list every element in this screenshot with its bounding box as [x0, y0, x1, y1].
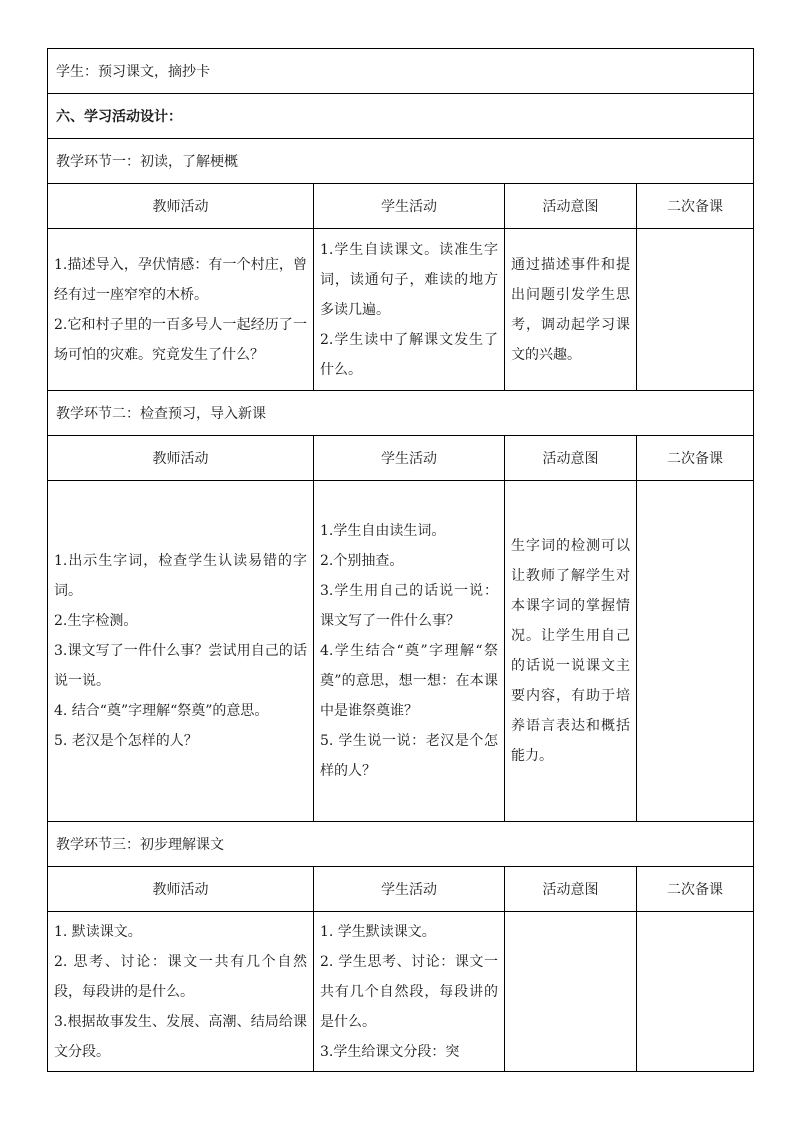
intent-text: 通过描述事件和提出问题引发学生思考，调动起学习课文的兴趣。	[511, 256, 630, 363]
second-prep-cell	[637, 912, 754, 1072]
teacher-item: 3.课文写了一件什么事？尝试用自己的话说一说。	[54, 643, 307, 689]
student-cell	[314, 481, 505, 822]
student-item: 2.学生读中了解课文发生了什么。	[320, 331, 498, 378]
teacher-cell	[48, 481, 314, 822]
intent-cell	[505, 229, 637, 391]
student-item: 2. 学生思考、讨论：课文一共有几个自然段，每段讲的是什么。	[320, 953, 498, 1030]
stage-title-row	[48, 139, 754, 184]
header-second: 二次备课	[637, 184, 754, 229]
teacher-item: 4. 结合“奠”字理解“祭奠”的意思。	[54, 703, 269, 719]
student-item: 1. 学生默读课文。	[320, 923, 436, 940]
student-cell	[314, 912, 505, 1072]
second-prep-cell	[637, 229, 754, 391]
student-item: 4.学生结合“奠”字理解“祭奠”的意思，想一想：在本课中是谁祭奠谁？	[320, 643, 498, 719]
activity-row	[48, 481, 754, 822]
prep-row	[48, 49, 754, 94]
section-heading: 六、学习活动设计：	[48, 94, 754, 139]
teacher-item: 2. 思考、讨论：课文一共有几个自然段，每段讲的是什么。	[54, 953, 307, 1000]
student-item: 3.学生给课文分段：突	[320, 1043, 460, 1060]
header-student: 学生活动	[314, 184, 505, 229]
header-teacher: 教师活动	[48, 867, 314, 912]
stage-title-row	[48, 391, 754, 436]
teacher-item: 1.出示生字词，检查学生认读易错的字词。	[54, 553, 307, 599]
teacher-item: 2.它和村子里的一百多号人一起经历了一场可怕的灾难。究竟发生了什么？	[54, 316, 307, 363]
stage-title: 教学环节一：初读，了解梗概	[48, 139, 754, 184]
activity-row	[48, 912, 754, 1072]
prep-cell: 学生：预习课文，摘抄卡	[48, 49, 754, 94]
activity-row	[48, 229, 754, 391]
student-item: 2.个别抽查。	[320, 553, 404, 569]
header-intent: 活动意图	[505, 867, 637, 912]
column-header-row	[48, 184, 754, 229]
teacher-item: 1. 默读课文。	[54, 923, 142, 940]
second-prep-cell	[637, 481, 754, 822]
student-item: 1.学生自由读生词。	[320, 523, 446, 539]
teacher-cell	[48, 229, 314, 391]
header-intent: 活动意图	[505, 184, 637, 229]
header-teacher: 教师活动	[48, 184, 314, 229]
header-student: 学生活动	[314, 436, 505, 481]
section-heading-row	[48, 94, 754, 139]
intent-text: 生字词的检测可以让教师了解学生对本课字词的掌握情况。让学生用自己的话说一说课文主要内容，有助于培养语言表达和概括能力。	[511, 538, 630, 764]
teacher-cell	[48, 912, 314, 1072]
student-item: 1.学生自读课文。读准生字词，读通句子，难读的地方多读几遍。	[320, 241, 498, 318]
teacher-item: 1.描述导入，孕伏情感：有一个村庄，曾经有过一座窄窄的木桥。	[54, 256, 307, 303]
header-teacher: 教师活动	[48, 436, 314, 481]
column-header-row	[48, 867, 754, 912]
stage-title: 教学环节二：检查预习，导入新课	[48, 391, 754, 436]
teacher-item: 2.生字检测。	[54, 613, 138, 629]
intent-cell	[505, 912, 637, 1072]
teacher-item: 3.根据故事发生、发展、高潮、结局给课文分段。	[54, 1013, 307, 1060]
column-header-row	[48, 436, 754, 481]
stage-title-row	[48, 822, 754, 867]
student-item: 3.学生用自己的话说一说：课文写了一件什么事？	[320, 583, 498, 629]
header-second: 二次备课	[637, 436, 754, 481]
lesson-plan-table	[47, 48, 754, 1072]
header-second: 二次备课	[637, 867, 754, 912]
student-cell	[314, 229, 505, 391]
stage-title: 教学环节三：初步理解课文	[48, 822, 754, 867]
header-student: 学生活动	[314, 867, 505, 912]
teacher-item: 5. 老汉是个怎样的人？	[54, 733, 198, 749]
intent-cell	[505, 481, 637, 822]
header-intent: 活动意图	[505, 436, 637, 481]
student-item: 5. 学生说一说：老汉是个怎样的人？	[320, 733, 498, 779]
